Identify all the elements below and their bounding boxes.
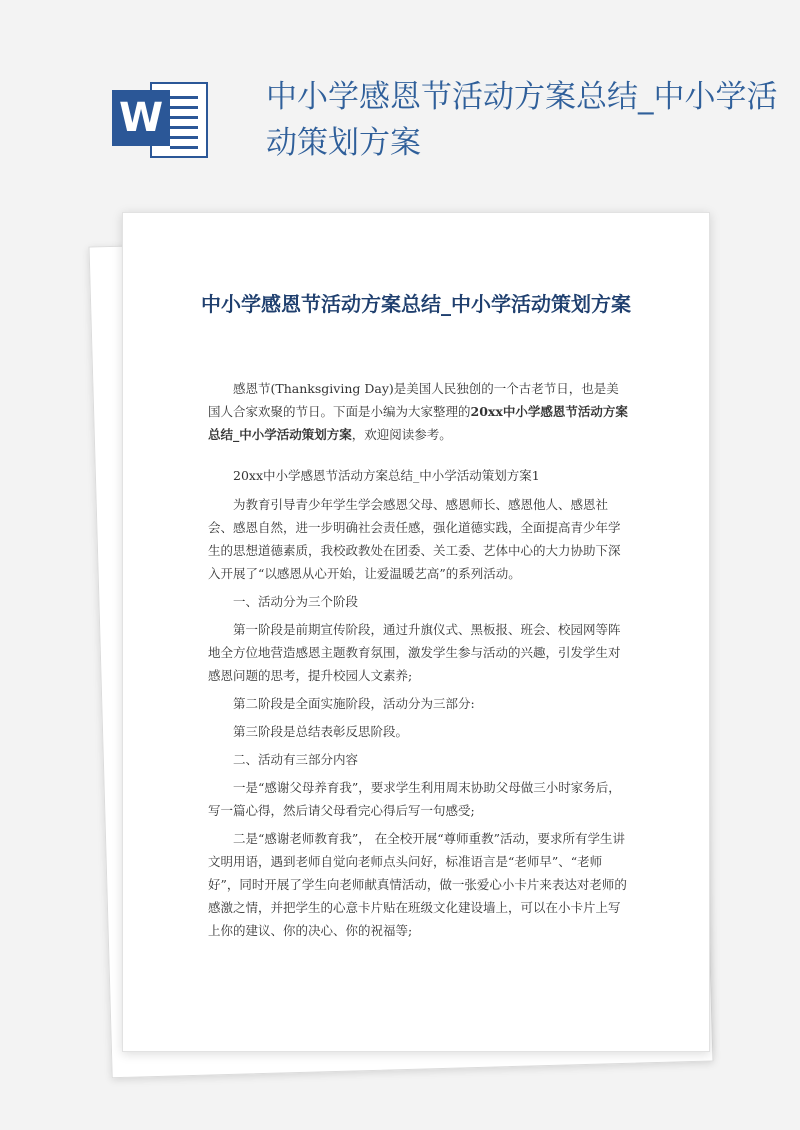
word-file-icon: [112, 78, 210, 162]
body-paragraph: 第二阶段是全面实施阶段，活动分为三部分:: [233, 696, 475, 711]
document-title: 中小学感恩节活动方案总结_中小学活动策划方案: [201, 292, 631, 316]
body-paragraph: 二是“感谢老师教育我”， 在全校开展“尊师重教”活动，要求所有学生讲文明用语，遇到老师自觉向老师点头问好，标准语言是“老师早”、“老师好”，同时开展了学生向老师献真情活动，做一张爱心小卡片来表达对老师的感激之情，并把学生的心意卡片贴在班级文化建设墙上，可以在小卡片上写上你的建议、你的决心、你的祝福等;: [208, 831, 627, 938]
body-paragraph: 一是“感谢父母养育我”，要求学生利用周末协助父母做三小时家务后，写一篇心得，然后请父母看完心得后写一句感受;: [208, 780, 621, 818]
body-paragraph: 第一阶段是前期宣传阶段，通过升旗仪式、黑板报、班会、校园网等阵地全方位地营造感恩主题教育氛围，激发学生参与活动的兴趣，引发学生对感恩问题的思考，提升校园人文素养;: [208, 622, 621, 683]
body-paragraph: 二、活动有三部分内容: [233, 752, 359, 767]
document-body: [208, 377, 628, 947]
document-page: [122, 212, 710, 1052]
body-paragraph: 为教育引导青少年学生学会感恩父母、感恩师长、感恩他人、感恩社会、感恩自然，进一步明确社会责任感，强化道德实践，全面提高青少年学生的思想道德素质，我校政教处在团委、关工委、艺体中心的大力协助下深入开展了“以感恩从心开始，让爱温暖艺高”的系列活动。: [208, 497, 621, 581]
section-heading: 20xx中小学感恩节活动方案总结_中小学活动策划方案1: [233, 468, 540, 483]
intro-text-end: ，欢迎阅读参考。: [351, 427, 452, 442]
intro-paragraph: [208, 377, 628, 446]
intro-bold-title: 20xx中小学感恩节活动方案总结_中小学活动策划方案: [208, 404, 628, 442]
body-paragraph: 第三阶段是总结表彰反思阶段。: [233, 724, 409, 739]
intro-text-start: 感恩节(Thanksgiving Day)是美国人民独创的一个古老节日，也是美国人合家欢聚的节日。下面是小编为大家整理的: [208, 381, 619, 419]
word-letter-icon: W: [112, 90, 170, 146]
body-paragraph: 一、活动分为三个阶段: [233, 594, 359, 609]
page-title: 中小学感恩节活动方案总结_中小学活动策划方案: [266, 79, 778, 161]
